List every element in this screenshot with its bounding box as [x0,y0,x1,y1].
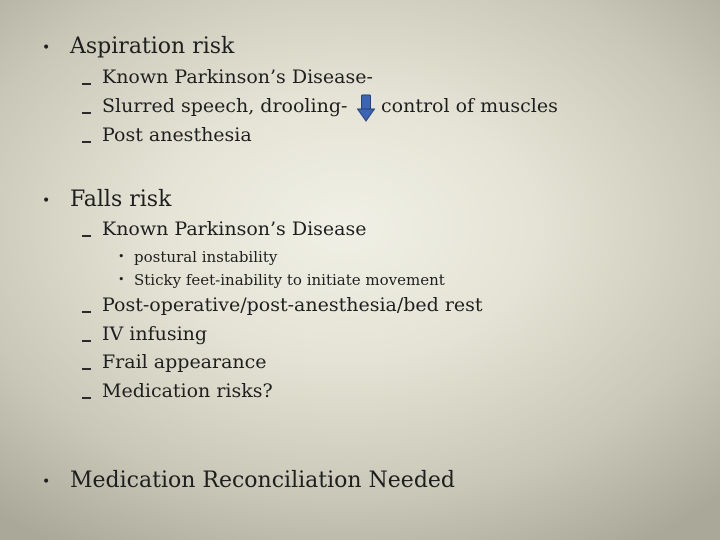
bullet-dot: • [42,40,51,56]
dash-bullet [82,235,91,237]
muscle-control-text: control of muscles [381,95,558,117]
falls-risk-heading: Falls risk [70,187,172,212]
aspiration-risk-heading: Aspiration risk [70,34,235,59]
dash-bullet [82,311,91,313]
falls-item-iv-infusing: IV infusing [102,323,208,345]
dash-bullet [82,340,91,342]
bullet-dot: • [42,193,51,209]
dash-bullet [82,112,91,114]
aspiration-item-post-anesthesia: Post anesthesia [102,124,252,146]
falls-item-post-operative: Post-operative/post-anesthesia/bed rest [102,294,483,316]
falls-subitem-postural: postural instability [134,248,278,266]
medication-reconciliation-heading: Medication Reconciliation Needed [70,468,456,493]
aspiration-item-known-pd: Known Parkinson’s Disease- [102,66,373,88]
dash-bullet [82,83,91,85]
falls-subitem-sticky-feet: Sticky feet-inability to initiate movement [134,271,445,289]
dash-bullet [82,397,91,399]
falls-item-medication-risks: Medication risks? [102,380,273,402]
bullet-dot: • [118,250,125,263]
aspiration-item-slurred-speech: Slurred speech, drooling- [102,95,348,117]
dash-bullet [82,141,91,143]
falls-item-frail: Frail appearance [102,351,267,373]
bullet-dot: • [42,474,51,490]
bullet-dot: • [118,273,125,286]
dash-bullet [82,368,91,370]
falls-item-known-pd: Known Parkinson’s Disease [102,218,367,240]
down-arrow-icon [357,94,375,122]
